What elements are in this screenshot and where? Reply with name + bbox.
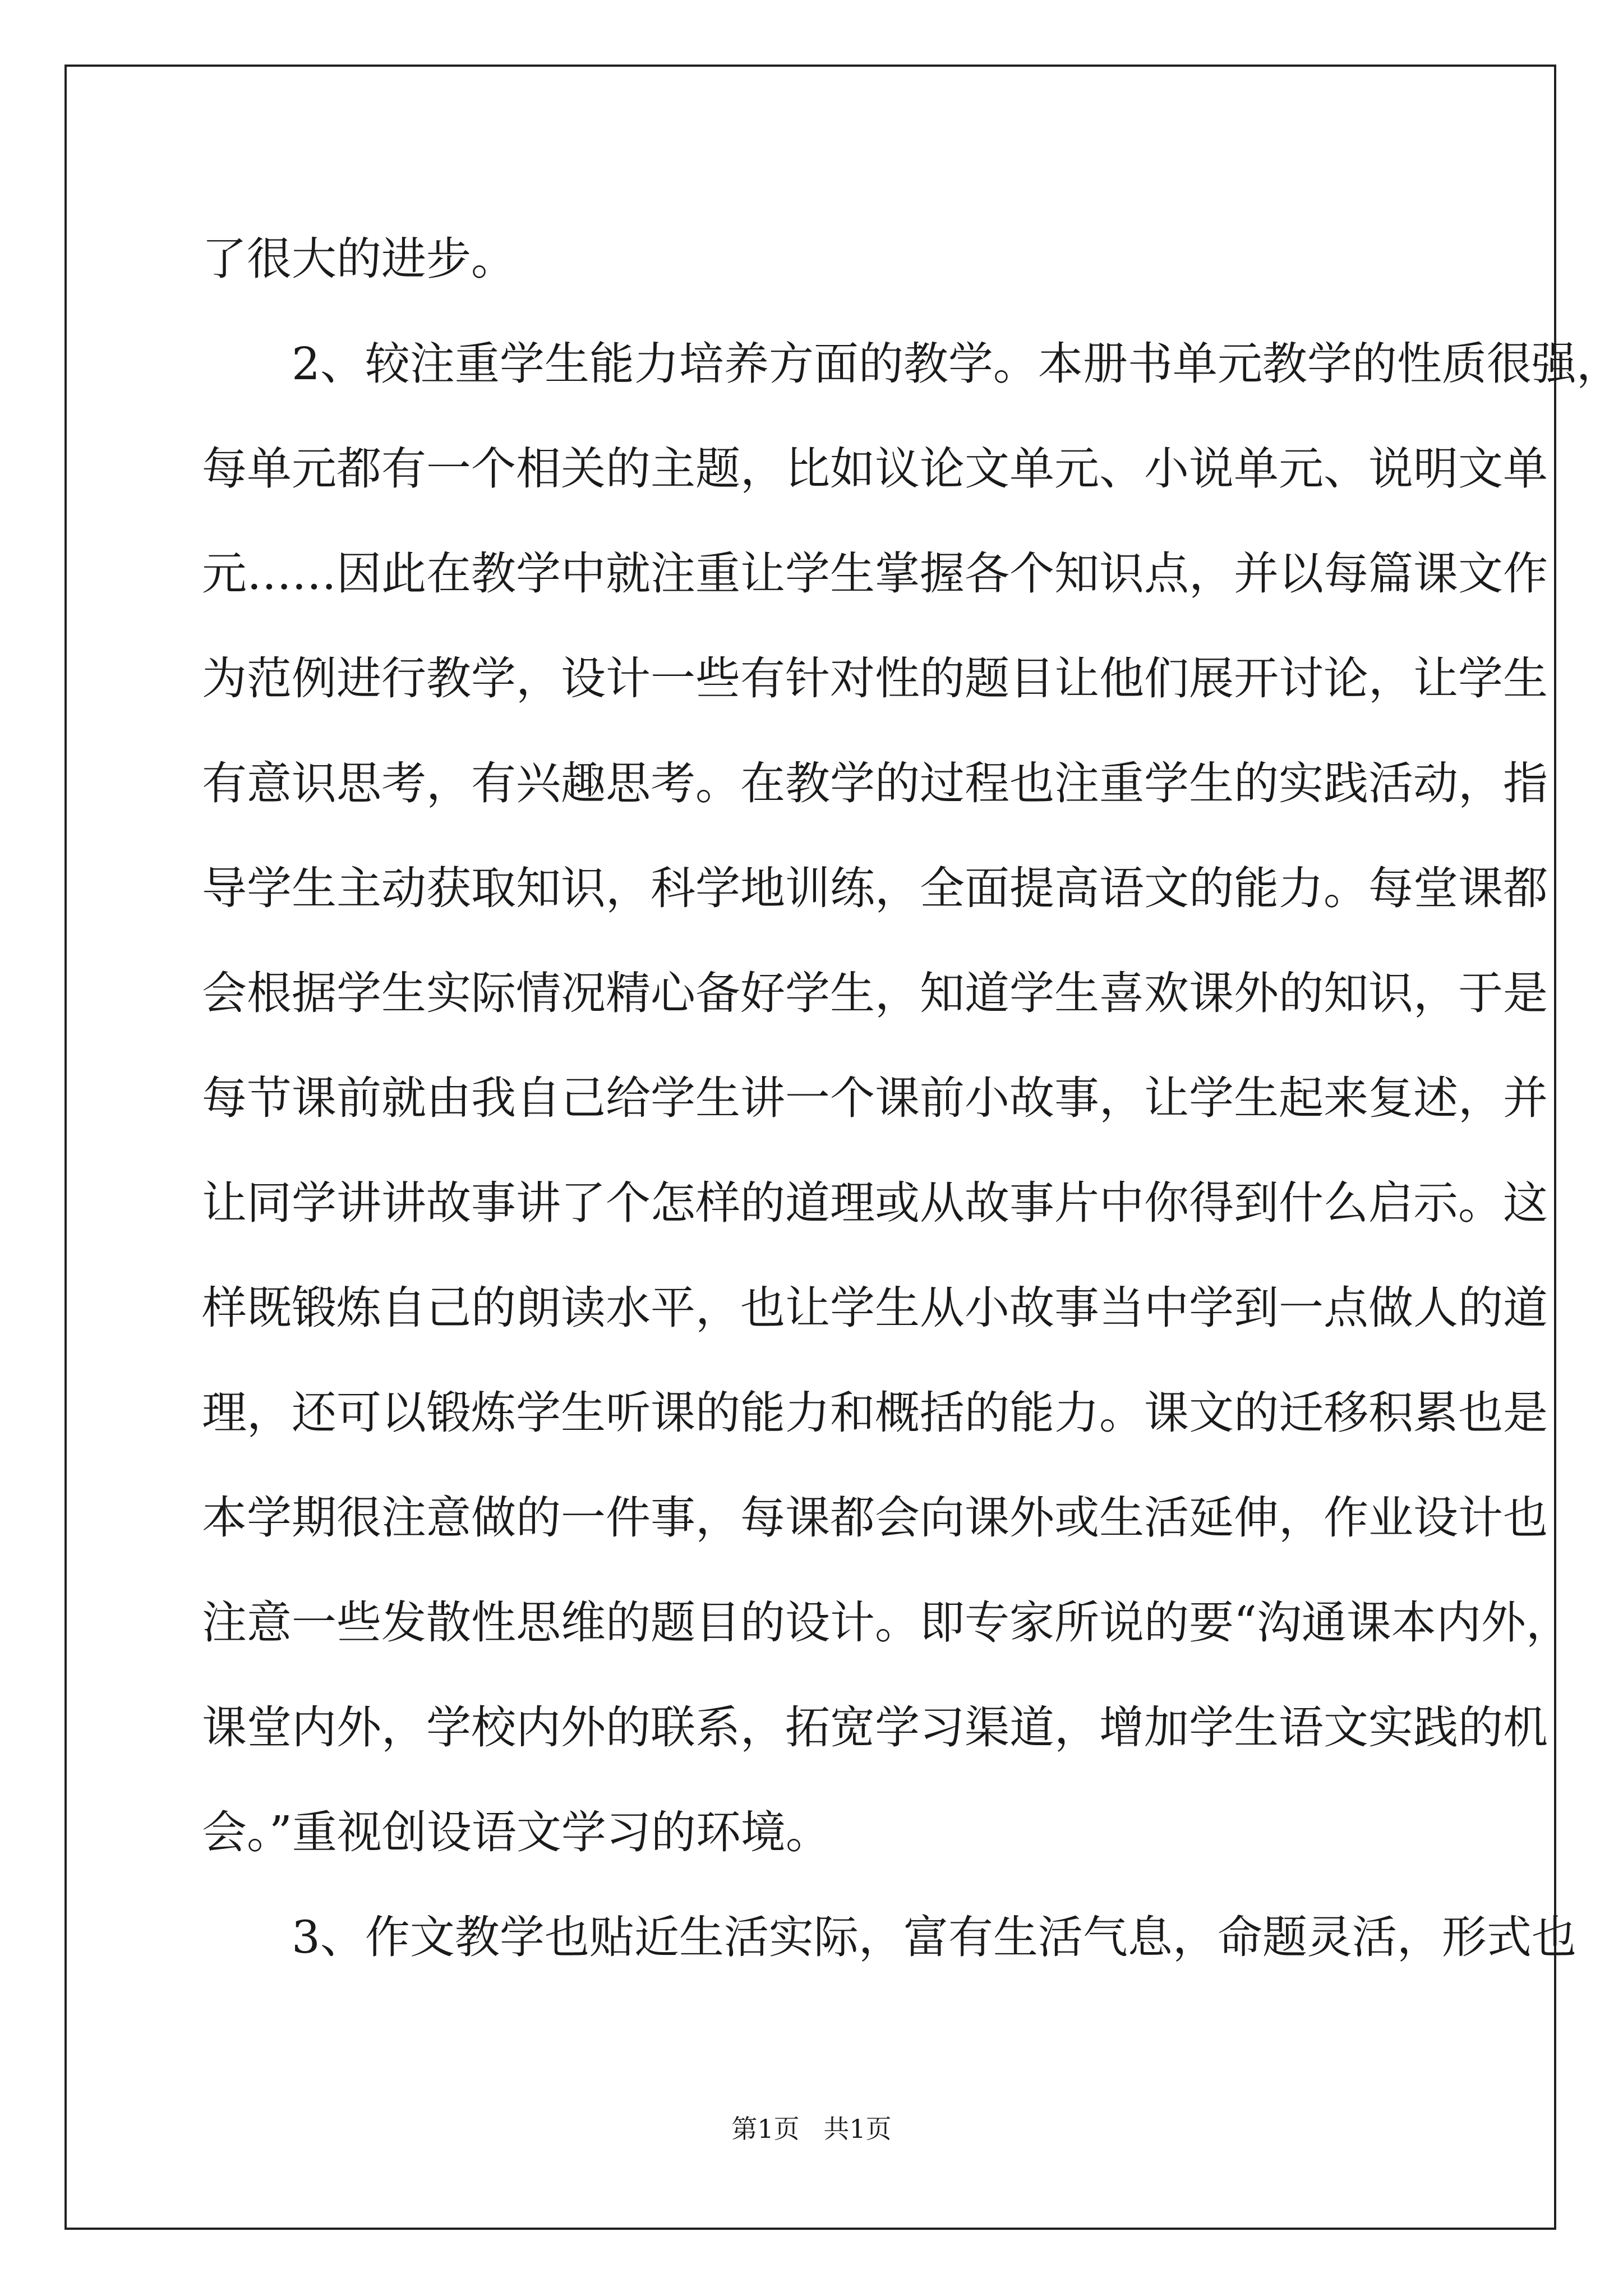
text-line: 有意识思考，有兴趣思考。在教学的过程也注重学生的实践活动，指 [202, 757, 1548, 809]
text-line: 2、较注重学生能力培养方面的教学。本册书单元教学的性质很强， [292, 338, 1621, 390]
text-line: 本学期很注意做的一件事，每课都会向课外或生活延伸，作业设计也 [202, 1492, 1548, 1544]
page-number: 第1页 [731, 2114, 800, 2144]
text-line: 导学生主动获取知识，科学地训练，全面提高语文的能力。每堂课都 [202, 862, 1548, 914]
text-line: 3、作文教学也贴近生活实际，富有生活气息，命题灵活，形式也 [292, 1911, 1576, 1963]
text-line: 为范例进行教学，设计一些有针对性的题目让他们展开讨论，让学生 [202, 652, 1548, 705]
text-line: 理，还可以锻炼学生听课的能力和概括的能力。课文的迁移积累也是 [202, 1387, 1548, 1439]
text-line: 会根据学生实际情况精心备好学生，知道学生喜欢课外的知识，于是 [202, 967, 1548, 1019]
text-line: 让同学讲讲故事讲了个怎样的道理或从故事片中你得到什么启示。这 [202, 1177, 1548, 1229]
text-line: 了很大的进步。 [202, 233, 516, 285]
text-line: 元……因此在教学中就注重让学生掌握各个知识点，并以每篇课文作 [202, 547, 1548, 600]
text-line: 会。”重视创设语文学习的环境。 [202, 1806, 831, 1858]
page-footer [0, 2112, 1623, 2146]
text-line: 每节课前就由我自己给学生讲一个课前小故事，让学生起来复述，并 [202, 1072, 1548, 1124]
text-line: 每单元都有一个相关的主题，比如议论文单元、小说单元、说明文单 [202, 443, 1548, 495]
text-line: 样既锻炼自己的朗读水平，也让学生从小故事当中学到一点做人的道 [202, 1282, 1548, 1334]
text-line: 注意一些发散性思维的题目的设计。即专家所说的要“沟通课本内外， [202, 1596, 1571, 1649]
page-total: 共1页 [823, 2114, 892, 2144]
text-line: 课堂内外，学校内外的联系，拓宽学习渠道，增加学生语文实践的机 [202, 1701, 1548, 1754]
document-body [202, 206, 1621, 1990]
